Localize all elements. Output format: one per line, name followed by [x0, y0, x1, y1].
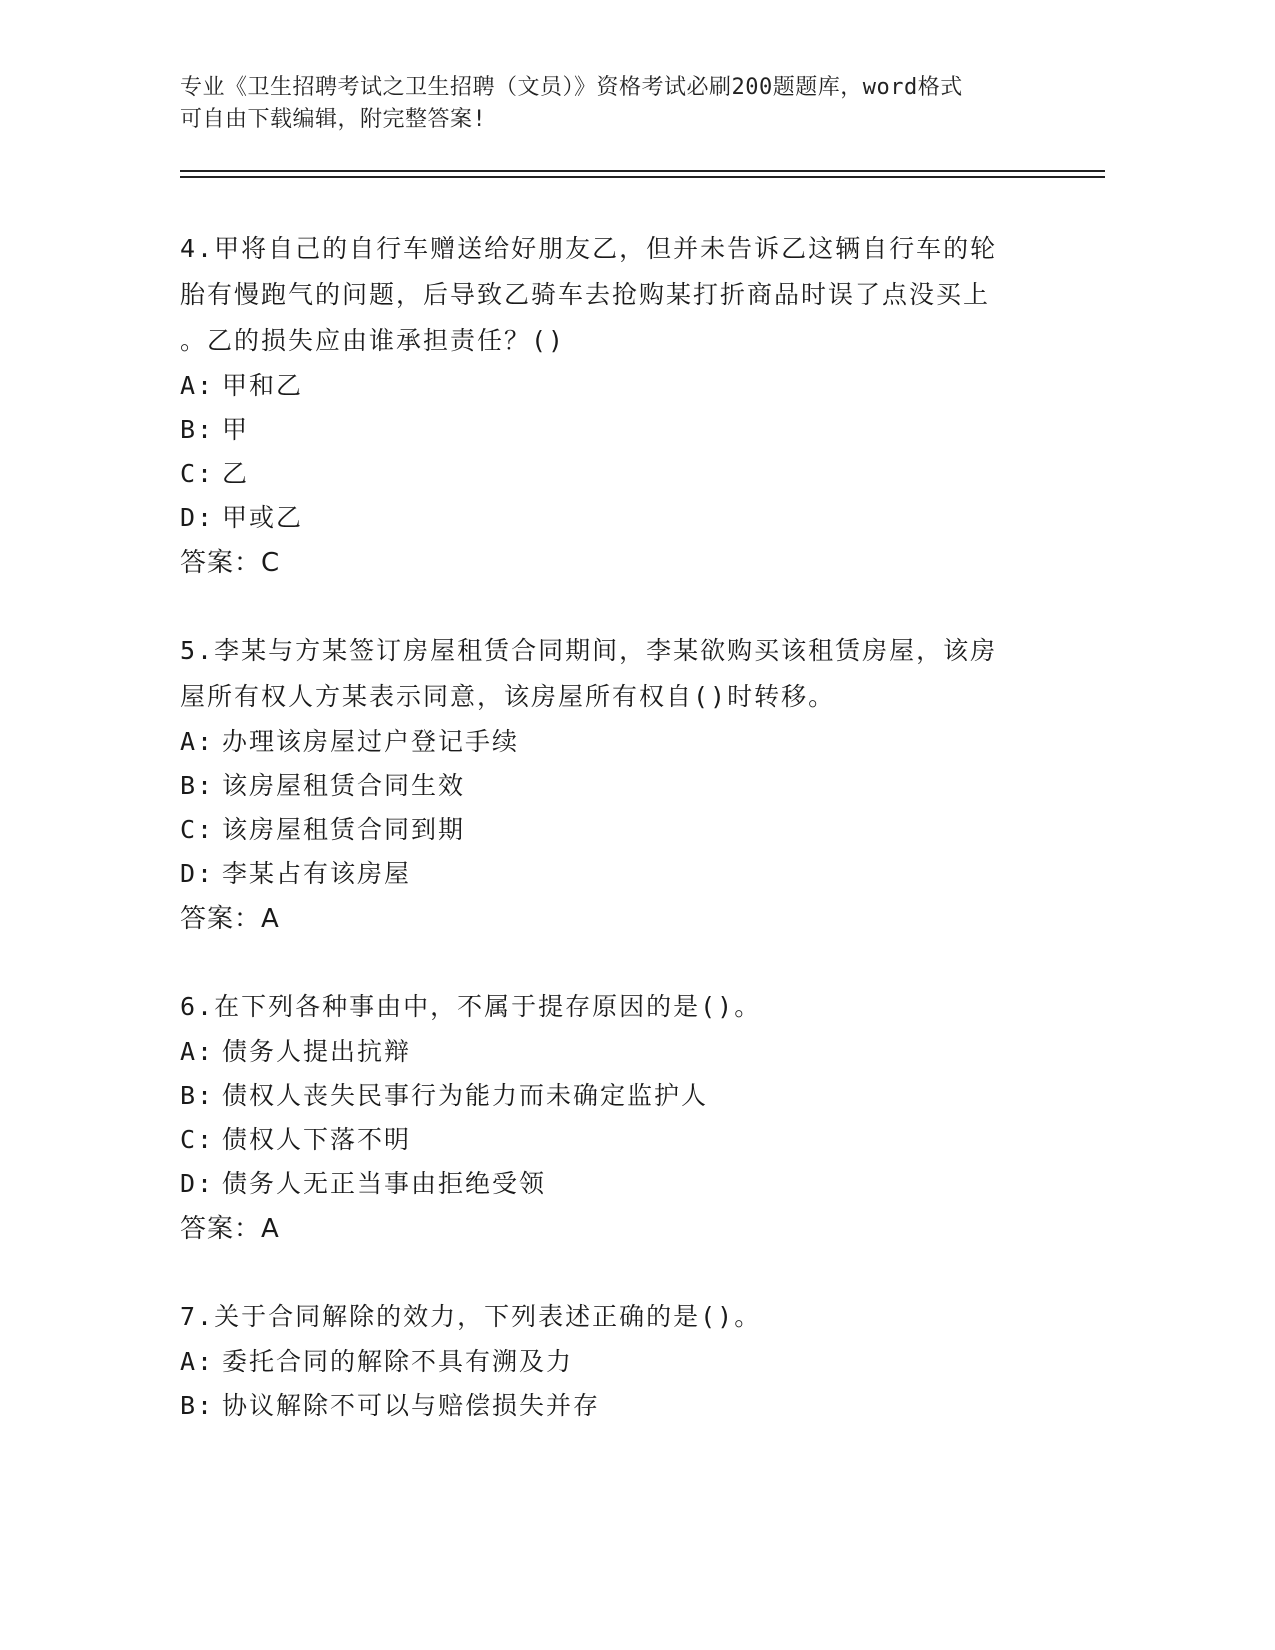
- option-text: 乙: [222, 459, 250, 488]
- header-divider-top: [180, 170, 1105, 172]
- header-line-1: 专业《卫生招聘考试之卫生招聘（文员）》资格考试必刷200题题库，word格式: [180, 75, 963, 100]
- question-option: [180, 808, 1060, 852]
- option-letter: D:: [180, 503, 215, 532]
- option-text: 甲和乙: [222, 371, 304, 400]
- question-stem-line: 屋所有权人方某表示同意，该房屋所有权自()时转移。: [180, 682, 836, 711]
- option-letter: B:: [180, 1391, 215, 1420]
- question-option: [180, 496, 1060, 540]
- option-text: 李某占有该房屋: [222, 859, 412, 888]
- question-list: [180, 226, 1060, 1470]
- question-option: [180, 1162, 1060, 1206]
- option-letter: B:: [180, 771, 215, 800]
- option-letter: A:: [180, 371, 215, 400]
- question-stem-line: 胎有慢跑气的问题，后导致乙骑车去抢购某打折商品时误了点没买上: [180, 280, 991, 309]
- option-letter: C:: [180, 815, 215, 844]
- question-block: [180, 1294, 1060, 1428]
- option-text: 债权人下落不明: [222, 1125, 412, 1154]
- question-stem-line: 5.李某与方某签订房屋租赁合同期间，李某欲购买该租赁房屋，该房: [180, 636, 998, 665]
- option-letter: D:: [180, 859, 215, 888]
- question-block: [180, 628, 1060, 942]
- option-letter: C:: [180, 459, 215, 488]
- question-block: [180, 226, 1060, 586]
- header-divider-bottom: [180, 176, 1105, 178]
- question-stem-line: 4.甲将自己的自行车赠送给好朋友乙，但并未告诉乙这辆自行车的轮: [180, 234, 998, 263]
- question-answer: 答案：A: [180, 1214, 280, 1244]
- question-option: [180, 1384, 1060, 1428]
- option-text: 该房屋租赁合同到期: [222, 815, 466, 844]
- question-option: [180, 1030, 1060, 1074]
- option-letter: A:: [180, 1347, 215, 1376]
- question-option: [180, 764, 1060, 808]
- question-option: [180, 1340, 1060, 1384]
- option-text: 债务人无正当事由拒绝受领: [222, 1169, 547, 1198]
- option-text: 委托合同的解除不具有溯及力: [222, 1347, 574, 1376]
- option-letter: D:: [180, 1169, 215, 1198]
- question-option: [180, 408, 1060, 452]
- question-stem-line: 6.在下列各种事由中，不属于提存原因的是()。: [180, 992, 762, 1021]
- option-text: 协议解除不可以与赔偿损失并存: [222, 1391, 601, 1420]
- header-line-2: 可自由下载编辑，附完整答案!: [180, 107, 487, 132]
- option-text: 甲: [222, 415, 250, 444]
- question-stem-line: 7.关于合同解除的效力，下列表述正确的是()。: [180, 1302, 762, 1331]
- option-text: 债务人提出抗辩: [222, 1037, 412, 1066]
- question-option: [180, 720, 1060, 764]
- question-answer: 答案：A: [180, 904, 280, 934]
- question-block: [180, 984, 1060, 1252]
- question-stem-line: 。乙的损失应由谁承担责任？(): [180, 326, 566, 355]
- document-header: [180, 72, 1060, 136]
- option-text: 债权人丧失民事行为能力而未确定监护人: [222, 1081, 709, 1110]
- option-text: 办理该房屋过户登记手续: [222, 727, 520, 756]
- option-text: 甲或乙: [222, 503, 304, 532]
- option-letter: A:: [180, 727, 215, 756]
- question-option: [180, 852, 1060, 896]
- question-option: [180, 1118, 1060, 1162]
- option-letter: A:: [180, 1037, 215, 1066]
- option-letter: B:: [180, 415, 215, 444]
- question-option: [180, 364, 1060, 408]
- option-letter: C:: [180, 1125, 215, 1154]
- option-text: 该房屋租赁合同生效: [222, 771, 466, 800]
- question-option: [180, 1074, 1060, 1118]
- question-answer: 答案：C: [180, 548, 281, 578]
- option-letter: B:: [180, 1081, 215, 1110]
- question-option: [180, 452, 1060, 496]
